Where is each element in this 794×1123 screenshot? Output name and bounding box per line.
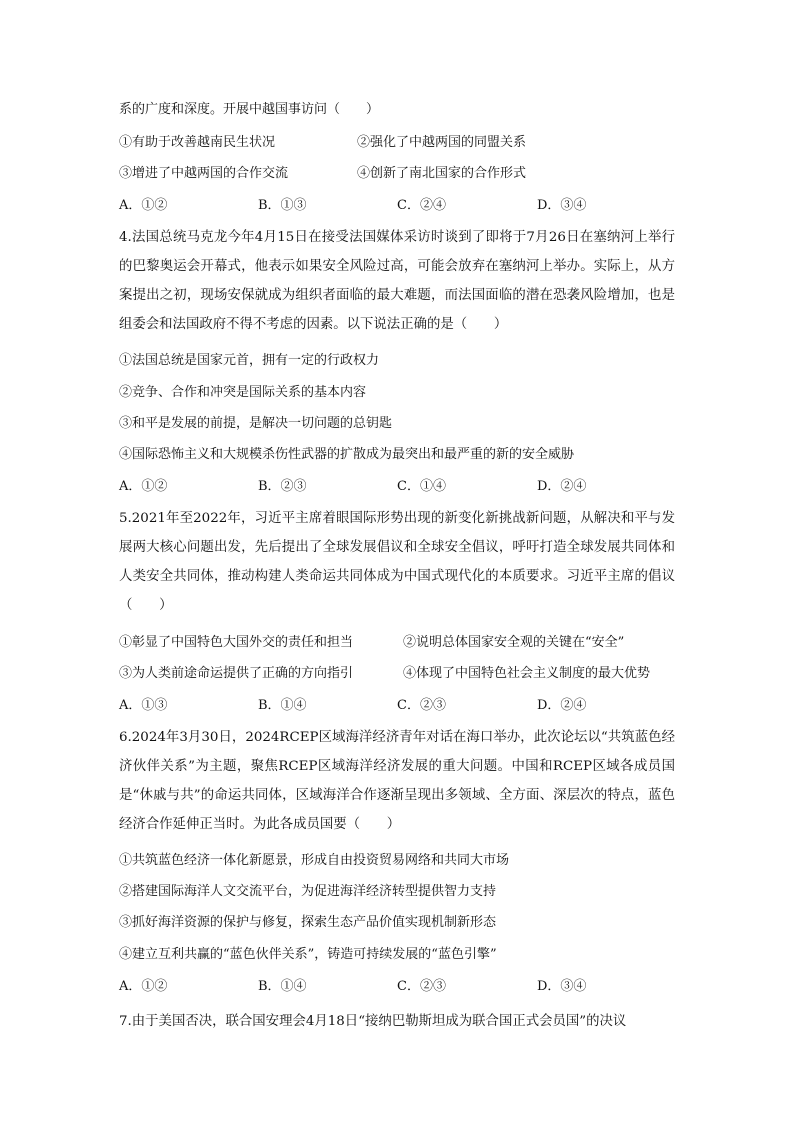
q6-item-2: ②搭建国际海洋人文交流平台，为促进海洋经济转型提供智力支持 <box>119 884 497 899</box>
q5-item-4: ④体现了中国特色社会主义制度的最大优势 <box>403 666 651 681</box>
q5-option-d: D．②④ <box>537 698 587 713</box>
q3-option-c: C．②④ <box>397 198 446 213</box>
q6-option-b: B．①④ <box>258 979 307 994</box>
q5-item-3: ③为人类前途命运提供了正确的方向指引 <box>119 666 354 681</box>
q3-item-4: ④创新了南北国家的合作形式 <box>357 166 527 181</box>
q7-stem-head: 7.由于美国否决，联合国安理会4月18日“接纳巴勒斯坦成为联合国正式会员国”的决议 <box>119 1014 627 1029</box>
q6-option-d: D．③④ <box>537 979 587 994</box>
q4-item-4: ④国际恐怖主义和大规模杀伤性武器的扩散成为最突出和最严重的新的安全威胁 <box>119 447 575 462</box>
q3-option-a: A．①② <box>119 198 168 213</box>
q5-option-a: A．①③ <box>119 698 168 713</box>
q4-option-d: D．②④ <box>537 479 587 494</box>
q4-stem: 4.法国总统马克龙今年4月15日在接受法国媒体采访时谈到了即将于7月26日在塞纳河上举行的巴黎奥运会开幕式，他表示如果安全风险过高，可能会放弃在塞纳河上举办。实际上，从方案提出之初，现场安保就成为组织者面临的最大难题，而法国面临的潜在恐袭风险增加，也是组委会和法国政府不得不考虑的因素。以下说法正确的是（ ） <box>119 230 675 332</box>
q5-option-c: C．②③ <box>397 698 446 713</box>
q4-option-a: A．①② <box>119 479 168 494</box>
q3-item-3: ③增进了中越两国的合作交流 <box>119 166 289 181</box>
q6-stem: 6.2024年3月30日，2024RCEP区域海洋经济青年对话在海口举办，此次论坛以“共筑蓝色经济伙伴关系”为主题，聚焦RCEP区域海洋经济发展的重大问题。中国和RCEP区域各成员国是“休戚与共”的命运共同体，区域海洋合作逐渐呈现出多领域、全方面、深层次的特点，蓝色经济合作延伸正当时。为此各成员国要（ ） <box>119 730 675 832</box>
q3-option-b: B．①③ <box>258 198 307 213</box>
q5-stem: 5.2021年至2022年，习近平主席着眼国际形势出现的新变化新挑战新问题，从解决和平与发展两大核心问题出发，先后提出了全球发展倡议和全球安全倡议，呼吁打造全球发展共同体和人类安全共同体，推动构建人类命运共同体成为中国式现代化的本质要求。习近平主席的倡议（ ） <box>119 511 675 613</box>
q6-item-3: ③抓好海洋资源的保护与修复，探索生态产品价值实现机制新形态 <box>119 915 497 930</box>
q3-stem-tail: 系的广度和深度。开展中越国事访问（ ） <box>119 102 380 117</box>
q4-item-2: ②竞争、合作和冲突是国际关系的基本内容 <box>119 385 367 400</box>
q5-item-2: ②说明总体国家安全观的关键在“安全” <box>403 635 625 650</box>
q4-option-b: B．②③ <box>258 479 307 494</box>
q4-item-3: ③和平是发展的前提，是解决一切问题的总钥匙 <box>119 416 393 431</box>
q3-item-1: ①有助于改善越南民生状况 <box>119 135 276 150</box>
q6-option-a: A．①② <box>119 979 168 994</box>
q6-item-1: ①共筑蓝色经济一体化新愿景，形成自由投资贸易网络和共同大市场 <box>119 853 510 868</box>
q3-option-d: D．③④ <box>537 198 587 213</box>
q6-option-c: C．②③ <box>397 979 446 994</box>
q5-item-1: ①彰显了中国特色大国外交的责任和担当 <box>119 635 354 650</box>
q6-item-4: ④建立互利共赢的“蓝色伙伴关系”，铸造可持续发展的“蓝色引擎” <box>119 947 497 962</box>
q4-option-c: C．①④ <box>397 479 446 494</box>
q3-item-2: ②强化了中越两国的同盟关系 <box>357 135 527 150</box>
q5-option-b: B．①④ <box>258 698 307 713</box>
q4-item-1: ①法国总统是国家元首，拥有一定的行政权力 <box>119 353 380 368</box>
